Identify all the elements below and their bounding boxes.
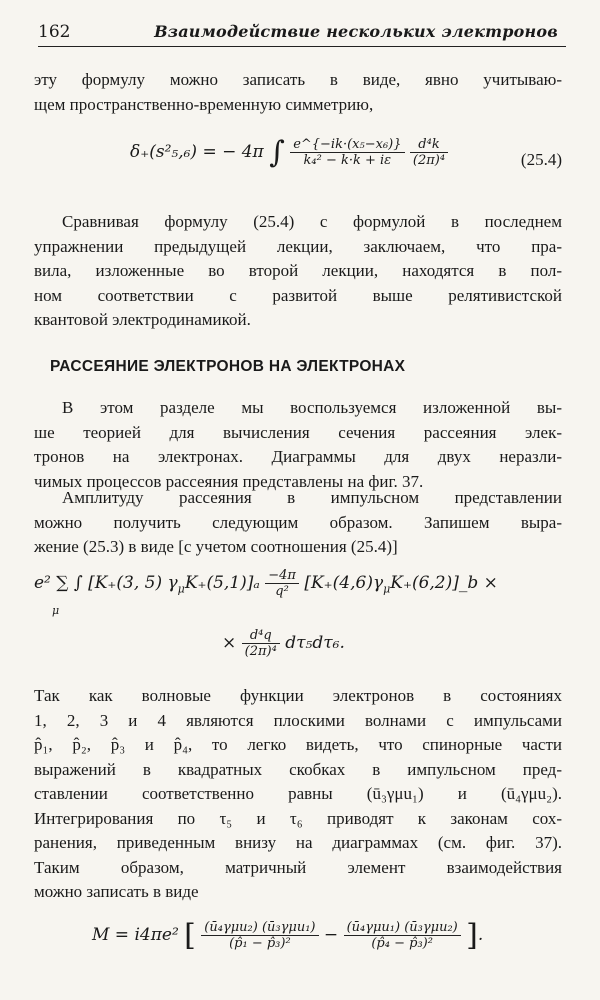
equation-matrix-element	[92, 918, 483, 953]
fraction-numerator: (ū₄γμu₂) (ū₃γμu₁)	[201, 920, 318, 936]
text-line: Таким образом, матричный элемент взаимодействия	[34, 857, 562, 877]
text-line: квантовой электродинамикой.	[34, 310, 251, 329]
text-line: можно получить следующим образом. Запишем выра-	[34, 512, 562, 532]
text-line: выражений в квадратных скобках в импульсном пред-	[34, 759, 562, 779]
fraction-numerator: −4π	[265, 568, 299, 584]
page-number: 162	[38, 22, 71, 42]
equation-lhs: δ₊(s²₅,₆) = − 4π	[130, 142, 264, 162]
fraction-numerator: (ū₄γμu₁) (ū₃γμu₂)	[344, 920, 461, 936]
propagator-fraction	[265, 568, 299, 599]
equation-part: [K₊(4,6)γ	[304, 573, 384, 593]
paragraph-3	[34, 396, 562, 494]
text-line: p̂₁, p̂₂, p̂₃ и p̂₄, то легко видеть, что спинорные части	[34, 735, 562, 754]
integral-sign: ∫	[269, 135, 285, 170]
equation-part: e² ∑ ∫ [K₊(3, 5) γ	[34, 573, 178, 593]
paragraph-2	[34, 210, 562, 333]
text-line: жение (25.3) в виде [с учетом соотношения (25.4)]	[34, 537, 398, 556]
text-line: ранения, приведенным внизу на диаграммах (см. фиг. 37).	[34, 833, 562, 852]
text-line: Амплитуду рассеяния в импульсном представлении	[62, 488, 562, 507]
period: .	[477, 925, 484, 945]
fraction-denominator: (2π)⁴	[412, 153, 446, 168]
direct-term	[201, 920, 318, 951]
equation-part: ×	[222, 633, 237, 653]
text-line: ном соответствии с развитой выше релятивистской	[34, 285, 562, 305]
text-line: Интегрирования по τ₅ и τ₆ приводят к законам сох-	[34, 808, 562, 828]
fraction-numerator: e^{−ik·(x₅−x₆)}	[290, 137, 404, 153]
section-title: РАССЕЯНИЕ ЭЛЕКТРОНОВ НА ЭЛЕКТРОНАХ	[50, 358, 406, 375]
fraction-denominator: (2π)⁴	[244, 644, 277, 659]
equation-lhs: M = i4πe²	[92, 925, 179, 945]
exchange-term	[344, 920, 461, 951]
text-line: упражнении предыдущей лекции, заключаем, что пра-	[34, 236, 562, 256]
equation-amplitude-line1	[34, 568, 498, 599]
paragraph-4	[34, 486, 562, 560]
text-line: щем пространственно-временную симметрию,	[34, 94, 374, 114]
equation-fraction	[290, 137, 404, 168]
equation-part: K₊(5,1)]ₐ	[184, 573, 260, 593]
page-header	[38, 22, 566, 47]
fraction-numerator: d⁴q	[242, 628, 280, 644]
right-bracket: ]	[466, 918, 478, 953]
text-line: вила, изложенные во второй лекции, находятся в пол-	[34, 261, 562, 280]
equation-part: K₊(6,2)]_b ×	[390, 573, 498, 593]
measure-fraction	[410, 137, 448, 168]
text-line: В этом разделе мы воспользуемся изложенной вы-	[62, 398, 562, 417]
paragraph-1	[34, 68, 562, 117]
sum-index: μ	[52, 604, 60, 617]
text-line: можно записать в виде	[34, 882, 199, 901]
equation-part: dτ₅dτ₆.	[285, 633, 345, 653]
equation-amplitude-line2	[222, 628, 345, 659]
minus-sign: −	[323, 925, 339, 945]
fraction-denominator: (p̂₁ − p̂₃)²	[229, 936, 291, 951]
fraction-denominator: k₄² − k·k + iε	[303, 153, 392, 168]
equation-25-4	[130, 135, 448, 170]
index-mu: μ	[177, 582, 185, 596]
text-line: ставлении соответственно равны (ū₃γμu₁) и (ū₄γμu₂).	[34, 784, 562, 803]
paragraph-5	[34, 684, 562, 905]
fraction-denominator: (p̂₄ − p̂₃)²	[371, 936, 433, 951]
text-line: ше теорией для вычисления сечения рассеяния элек-	[34, 422, 562, 442]
index-mu: μ	[383, 582, 391, 596]
fraction-numerator: d⁴k	[410, 137, 448, 153]
equation-number: (25.4)	[520, 150, 562, 169]
measure-fraction	[242, 628, 280, 659]
text-line: тронов на электронах. Диаграммы для двух неразли-	[34, 447, 562, 466]
fraction-denominator: q²	[275, 584, 289, 599]
text-line: Так как волновые функции электронов в состояниях	[34, 686, 562, 705]
text-line: Сравнивая формулу (25.4) с формулой в последнем	[62, 212, 562, 231]
left-bracket: [	[184, 918, 196, 953]
running-head: Взаимодействие нескольких электронов	[154, 22, 558, 41]
text-line: чимых процессов рассеяния представлены на фиг. 37.	[34, 471, 424, 491]
text-line: 1, 2, 3 и 4 являются плоскими волнами с импульсами	[34, 710, 562, 730]
text-line: эту формулу можно записать в виде, явно учитываю-	[34, 70, 562, 89]
